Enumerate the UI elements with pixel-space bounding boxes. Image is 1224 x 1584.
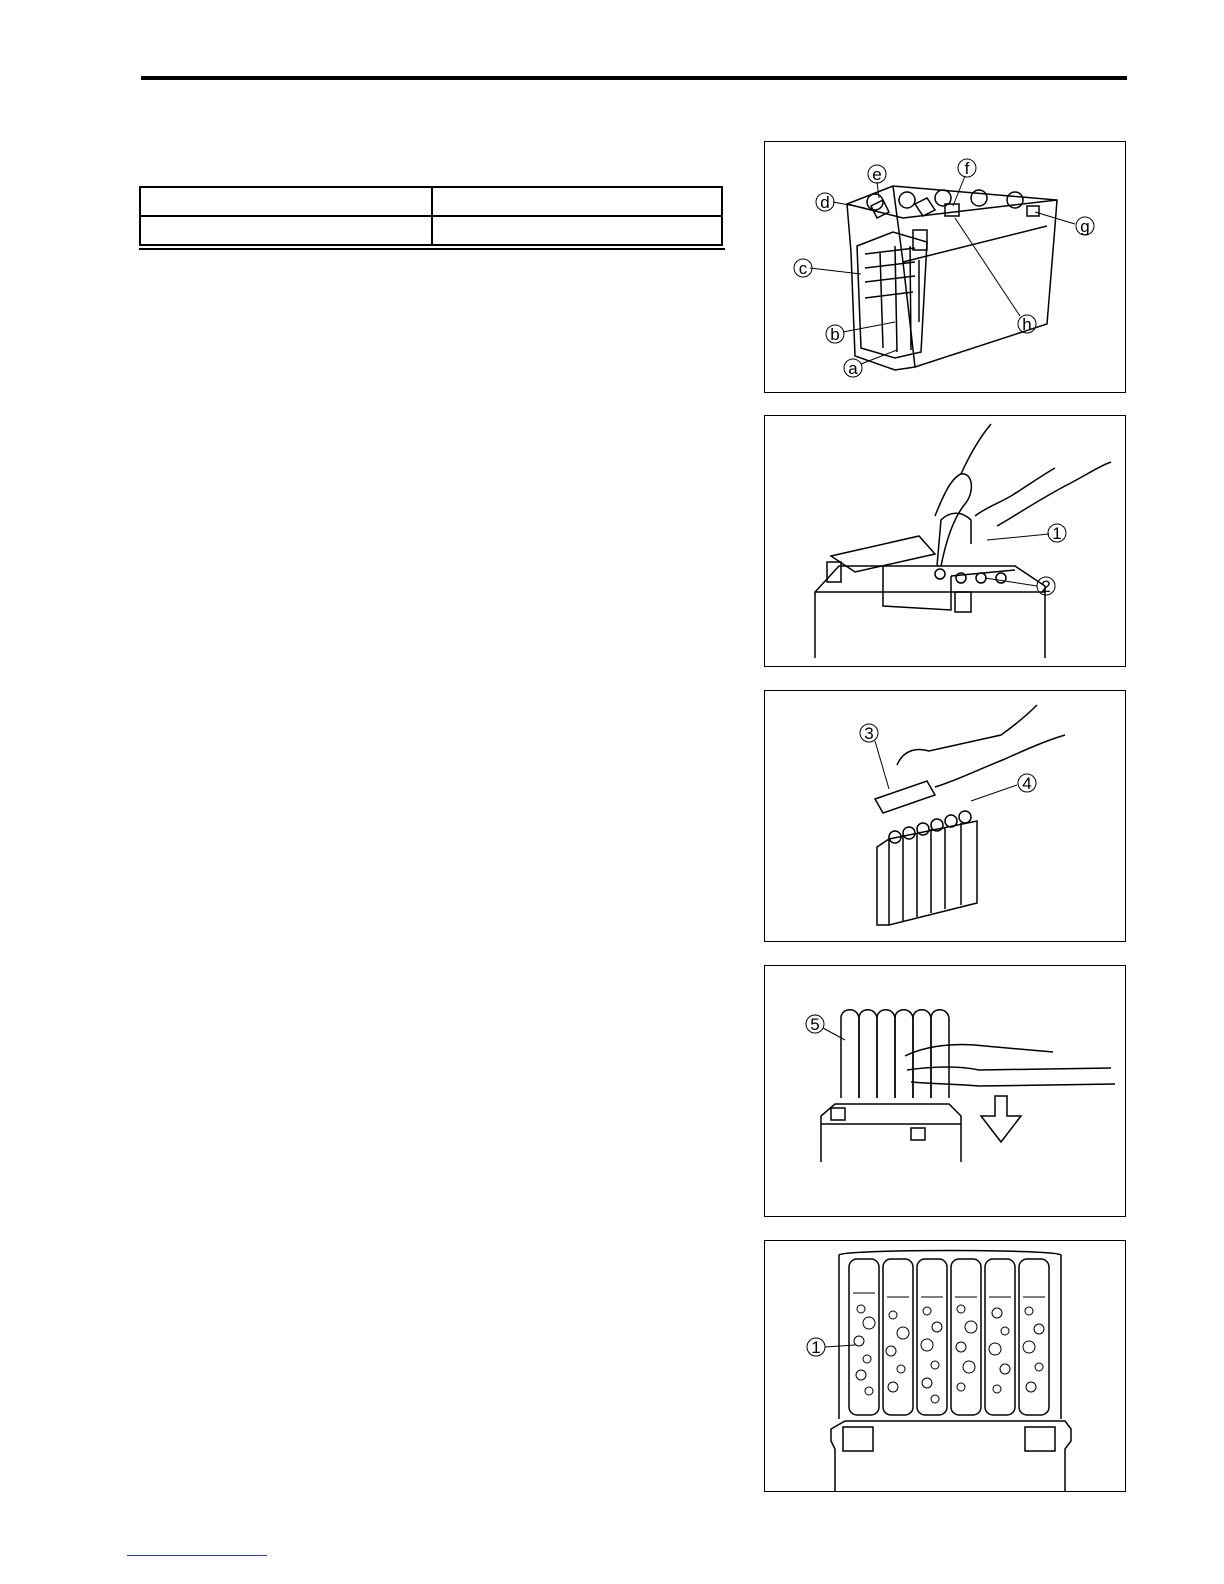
fig3-callout-3: 3	[864, 724, 874, 743]
table-cell	[140, 216, 432, 245]
footer-link-underline[interactable]	[127, 1555, 267, 1556]
fig1-callout-e: e	[872, 165, 882, 184]
table-row	[140, 216, 722, 245]
fig2-callout-1: 1	[1052, 524, 1062, 543]
fig3-callout-4: 4	[1022, 774, 1032, 793]
remove-seal-illustration	[765, 416, 1127, 668]
table-underline	[139, 248, 725, 250]
fig1-callout-f: f	[964, 159, 970, 178]
table-row	[140, 187, 722, 216]
figure-battery-cutaway	[764, 141, 1126, 393]
electrolyte-container-illustration	[765, 691, 1127, 943]
header-rule	[141, 76, 1127, 80]
fig1-callout-b: b	[830, 325, 840, 344]
insert-container-illustration	[765, 966, 1127, 1218]
figure-electrolyte-container	[764, 690, 1126, 942]
table-cell	[140, 187, 432, 216]
fig4-callout-5: 5	[810, 1015, 820, 1034]
fig1-callout-c: c	[798, 259, 808, 278]
table-cell	[432, 187, 722, 216]
spec-table	[139, 186, 723, 246]
fig1-callout-d: d	[820, 193, 830, 212]
figure-bubbles-rising	[764, 1240, 1126, 1492]
fig1-callout-g: g	[1080, 217, 1090, 236]
table-cell	[432, 216, 722, 245]
fig2-callout-2: 2	[1041, 577, 1051, 596]
fig1-callout-a: a	[848, 359, 858, 378]
figure-insert-container	[764, 965, 1126, 1217]
figure-remove-seal	[764, 415, 1126, 667]
battery-cutaway-illustration	[765, 142, 1127, 394]
bubbles-rising-illustration	[765, 1241, 1127, 1493]
fig1-callout-h: h	[1022, 315, 1032, 334]
fig5-callout-1: 1	[811, 1338, 821, 1357]
